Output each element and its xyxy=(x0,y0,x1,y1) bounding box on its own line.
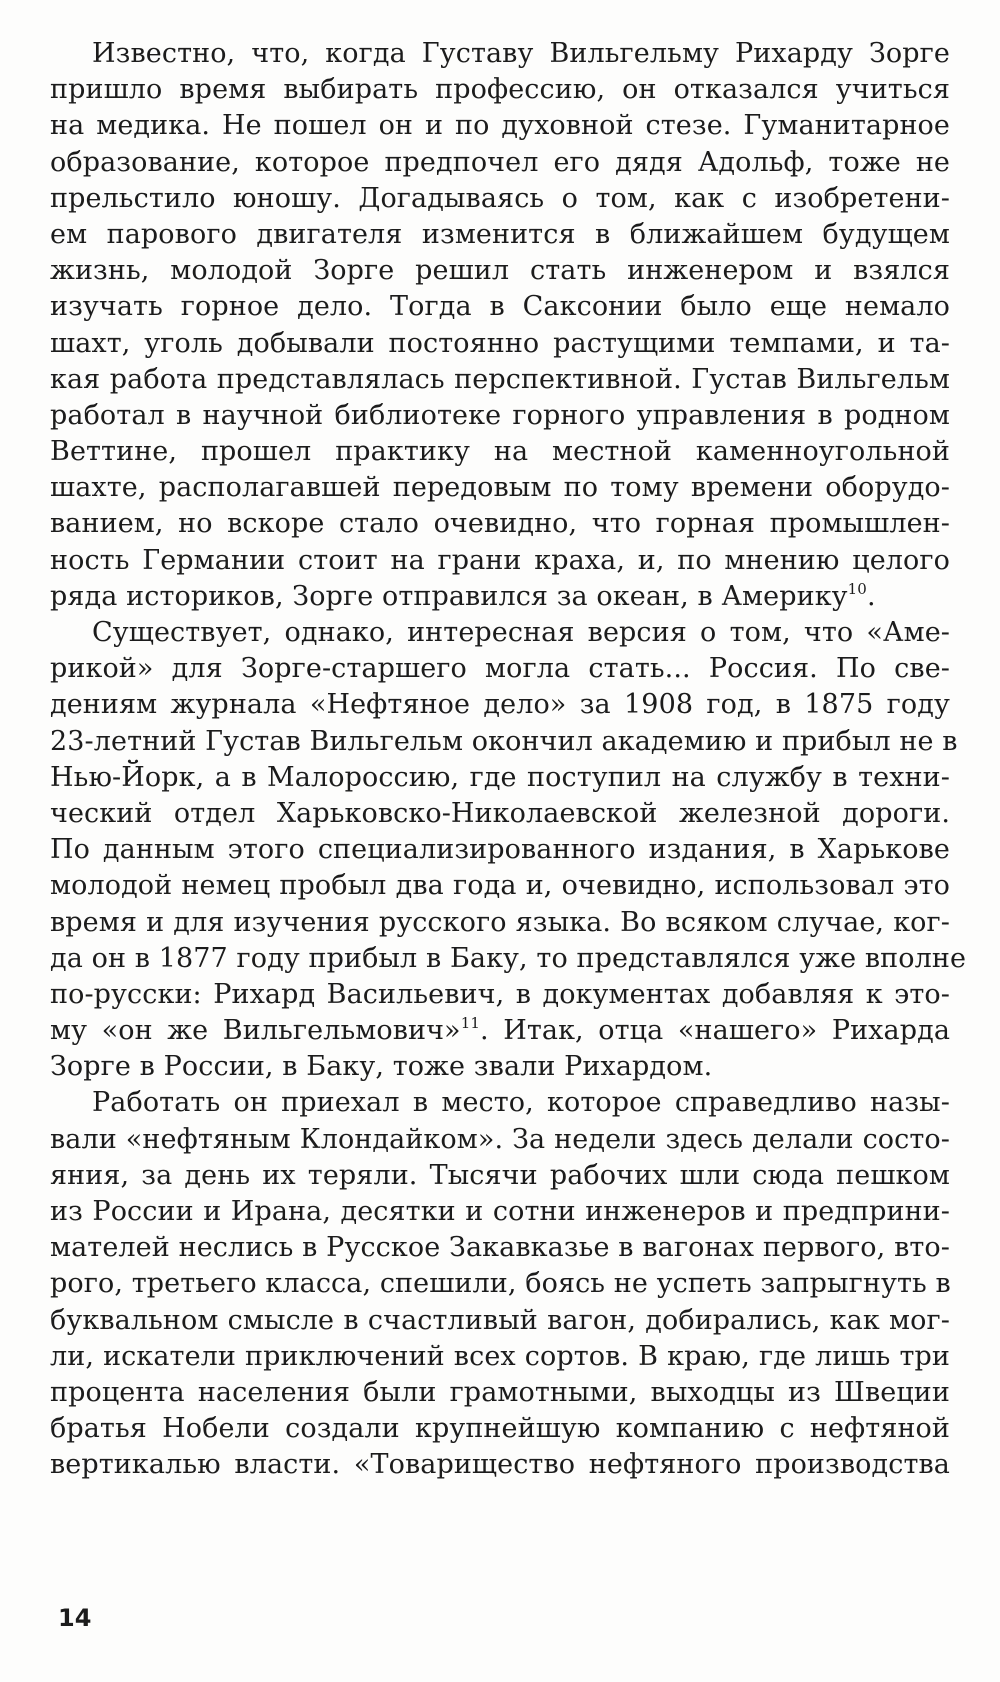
text-line: Известно, что, когда Густаву Вильгельму Рихарду Зорге xyxy=(92,38,950,69)
text-line: кая работа представлялась перспективной. Густав Вильгельм xyxy=(50,363,950,395)
text-line: Веттине, прошел практику на местной каменноугольной xyxy=(50,436,950,468)
text-line: шахт, уголь добывали постоянно растущими темпами, и та- xyxy=(50,327,950,359)
footnote-ref-11: 11 xyxy=(460,1014,480,1033)
text-line: пришло время выбирать профессию, он отказался учиться xyxy=(50,74,950,106)
text-line: молодой немец пробыл два года и, очевидно, использовал это xyxy=(50,870,950,902)
text-line: 23-летний Густав Вильгельм окончил академию и прибыл не в xyxy=(50,725,958,757)
paragraph-1 xyxy=(50,36,950,615)
text-fragment: ряда историков, Зорге отправился за океан, в Америку xyxy=(50,580,848,612)
text-line: рикой» для Зорге-старшего могла стать... Россия. По све- xyxy=(50,653,950,685)
text-line: яния, за день их теряли. Тысячи рабочих шли сюда пешком xyxy=(50,1159,950,1191)
text-line: буквальном смысле в счастливый вагон, добирались, как мог- xyxy=(50,1304,950,1336)
text-fragment: му «он же Вильгельмович» xyxy=(50,1015,461,1047)
body-text xyxy=(50,36,967,1484)
text-line: ем парового двигателя изменится в ближайшем будущем xyxy=(50,218,950,250)
text-line: изучать горное дело. Тогда в Саксонии было еще немало xyxy=(50,291,950,323)
text-line: из России и Ирана, десятки и сотни инженеров и предприни- xyxy=(50,1196,950,1227)
paragraph-2 xyxy=(50,615,967,1085)
text-line: Работать он приехал в место, которое справедливо назы- xyxy=(92,1087,950,1119)
text-line: мателей неслись в Русское Закавказье в вагонах первого, вто- xyxy=(50,1232,950,1264)
text-line: ность Германии стоит на грани краха, и, по мнению целого xyxy=(50,544,950,576)
text-line: образование, которое предпочел его дядя Адольф, тоже не xyxy=(50,146,950,178)
text-line xyxy=(50,579,950,615)
text-line: по-русски: Рихард Васильевич, в документах добавляя к это- xyxy=(50,978,950,1010)
text-line: братья Нобели создали крупнейшую компанию с нефтяной xyxy=(50,1413,950,1445)
text-line: Зорге в России, в Баку, тоже звали Рихардом. xyxy=(50,1051,713,1083)
text-line: время и для изучения русского языка. Во всяком случае, ког- xyxy=(50,906,950,938)
text-line: ванием, но вскоре стало очевидно, что горная промышлен- xyxy=(50,508,950,540)
text-line: жизнь, молодой Зорге решил стать инженером и взялся xyxy=(50,255,950,287)
text-line: процента населения были грамотными, выходцы из Швеции xyxy=(50,1376,950,1408)
paragraph-3 xyxy=(50,1085,950,1483)
text-line: ли, искатели приключений всех сортов. В краю, где лишь три xyxy=(50,1340,950,1372)
text-line: да он в 1877 году прибыл в Баку, то представлялся уже вполне xyxy=(50,942,967,974)
text-fragment xyxy=(50,1015,950,1046)
text-line: дениям журнала «Нефтяное дело» за 1908 год, в 1875 году xyxy=(50,689,950,721)
text-line: Существует, однако, интересная версия о том, что «Аме- xyxy=(92,617,950,648)
page-number: 14 xyxy=(58,1604,92,1632)
text-line: Нью-Йорк, а в Малороссию, где поступил на службу в техни- xyxy=(50,761,950,793)
text-line: По данным этого специализированного издания, в Харькове xyxy=(50,834,950,866)
text-fragment: . Итак, отца «нашего» Рихарда xyxy=(479,1015,951,1047)
text-line: работал в научной библиотеке горного управления в родном xyxy=(50,399,950,431)
text-line: на медика. Не пошел он и по духовной стезе. Гуманитарное xyxy=(50,110,950,142)
text-line: ческий отдел Харьковско-Николаевской железной дороги. xyxy=(50,797,950,829)
text-line xyxy=(50,1013,950,1049)
text-line: шахте, располагавшей передовым по тому времени оборудо- xyxy=(50,472,950,504)
text-line: рого, третьего класса, спешили, боясь не успеть запрыгнуть в xyxy=(50,1268,951,1300)
text-fragment: . xyxy=(866,580,876,612)
footnote-ref-10: 10 xyxy=(847,579,867,598)
text-line: вали «нефтяным Клондайком». За недели здесь делали состо- xyxy=(50,1123,950,1155)
text-line: вертикалью власти. «Товарищество нефтяного производства xyxy=(50,1449,950,1481)
text-line: прельстило юношу. Догадываясь о том, как с изобретени- xyxy=(50,182,950,214)
